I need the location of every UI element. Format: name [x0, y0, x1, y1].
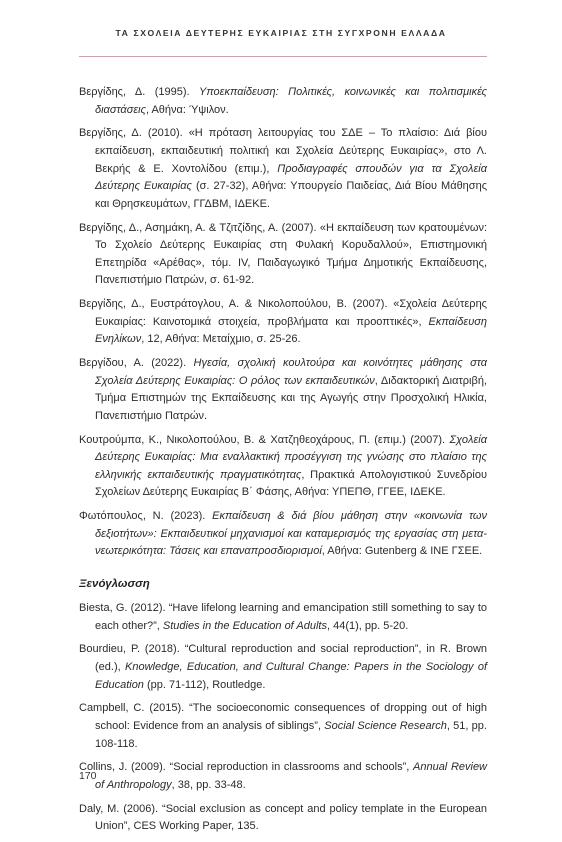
header-divider — [79, 56, 487, 57]
foreign-references-list — [79, 600, 487, 836]
greek-references-list — [79, 84, 487, 561]
reference-entry: Βεργίδης, Δ. (2010). «Η πρόταση λειτουργίας του ΣΔΕ – Το πλαίσιο: Διά βίου εκπαίδευση, εκπαιδευτική πολιτική και Σχολεία Δεύτερης Ευκαιρίας», στο Λ. Βεκρής & Ε. Χοντολίδου (επιμ.), Προδιαγραφές σπουδών για τα Σχολεία Δεύτερης Ευκαιρίας (σ. 27-32), Αθήνα: Υπουργείο Παιδείας, Διά Βίου Μάθησης και Θρησκευμάτων, ΓΓΔΒΜ, ΙΔΕΚΕ. — [79, 127, 488, 210]
reference-entry: Κουτρούμπα, Κ., Νικολοπούλου, Β. & Χατζηθεοχάρους, Π. (επιμ.) (2007). Σχολεία Δεύτερης Ευκαιρίας: Μια εναλλακτική προσέγγιση της γνώσης στο πλαίσιο της ελληνικής εκπαιδευτικής πραγματικότητας, Πρακτικά Απολογιστικού Συνεδρίου Σχολείων Δεύτερης Ευκαιρίας Β΄ Φάσης, Αθήνα: ΥΠΕΠΘ, ΓΓΕΕ, ΙΔΕΚΕ. — [79, 433, 487, 499]
reference-entry: Campbell, C. (2015). “The socioeconomic consequences of dropping out of high school: Evidence from an analysis of siblings”, Social Science Research, 51, pp. 108-118. — [79, 702, 487, 750]
reference-entry: Biesta, G. (2012). “Have lifelong learning and emancipation still something to say to each other?”, Studies in the Education of Adults, 44(1), pp. 5-20. — [79, 601, 487, 632]
reference-entry: Βεργίδου, Α. (2022). Ηγεσία, σχολική κουλτούρα και κοινότητες μάθησης στα Σχολεία Δεύτερης Ευκαιρίας: Ο ρόλος των εκπαιδευτικών, Διδακτορική Διατριβή, Τμήμα Επιστημών της Εκπαίδευσης και της Αγωγής στην Προσχολική Ηλικία, Πανεπιστήμιο Πατρών. — [79, 357, 488, 422]
running-header: ΤΑ ΣΧΟΛΕΙΑ ΔΕΥΤΕΡΗΣ ΕΥΚΑΙΡΙΑΣ ΣΤΗ ΣΥΓΧΡΟΝΗ ΕΛΛΑΔΑ — [115, 28, 447, 38]
reference-entry: Daly, M. (2006). “Social exclusion as concept and policy template in the European Union”, CES Working Paper, 135. — [79, 802, 487, 833]
section-heading-foreign: Ξενόγλωσση — [79, 577, 150, 590]
reference-entry: Φωτόπουλος, Ν. (2023). Εκπαίδευση & διά βίου μάθηση στην «κοινωνία των δεξιοτήτων»: Εκπαιδευτικοί μηχανισμοί και καταμερισμός της εργασίας στη μετα-νεωτερικότητα: Τάσεις και επαναπροσδιορισμοί, Αθήνα: Gutenberg & ΙΝΕ ΓΣΕΕ. — [79, 510, 487, 558]
reference-entry: Collins, J. (2009). “Social reproduction in classrooms and schools”, Annual Review of Anthropology, 38, pp. 33-48. — [79, 761, 488, 791]
reference-entry: Βεργίδης, Δ. (1995). Υποεκπαίδευση: Πολιτικές, κοινωνικές και πολιτισμικές διαστάσεις, Αθήνα: Ύψιλον. — [79, 86, 488, 116]
references-body — [79, 84, 487, 842]
reference-entry: Βεργίδης, Δ., Ευστράτογλου, Α. & Νικολοπούλου, Β. (2007). «Σχολεία Δεύτερης Ευκαιρίας: Καινοτομικά στοιχεία, προβλήματα και προοπτικές», Εκπαίδευση Ενηλίκων, 12, Αθήνα: Μεταίχμιο, σ. 25-26. — [79, 298, 487, 346]
reference-entry: Βεργίδης, Δ., Ασημάκη, Α. & Τζιτζίδης, Α. (2007). «Η εκπαίδευση των κρατουμένων: Το Σχολείο Δεύτερης Ευκαιρίας στη Φυλακή Κορυδαλλού», Επιστημονική Επετηρίδα «Αρέθας», τόμ. IV, Παιδαγωγικό Τμήμα Δημοτικής Εκπαίδευσης, Πανεπιστήμιο Πατρών, σ. 61-92. — [79, 221, 487, 287]
reference-entry: Bourdieu, P. (2018). “Cultural reproduction and social reproduction”, in R. Brown (ed.), Knowledge, Education, and Cultural Change: Papers in the Sociology of Education (pp. 71-112), Routledge. — [79, 643, 487, 691]
page-number: 170 — [79, 770, 97, 782]
